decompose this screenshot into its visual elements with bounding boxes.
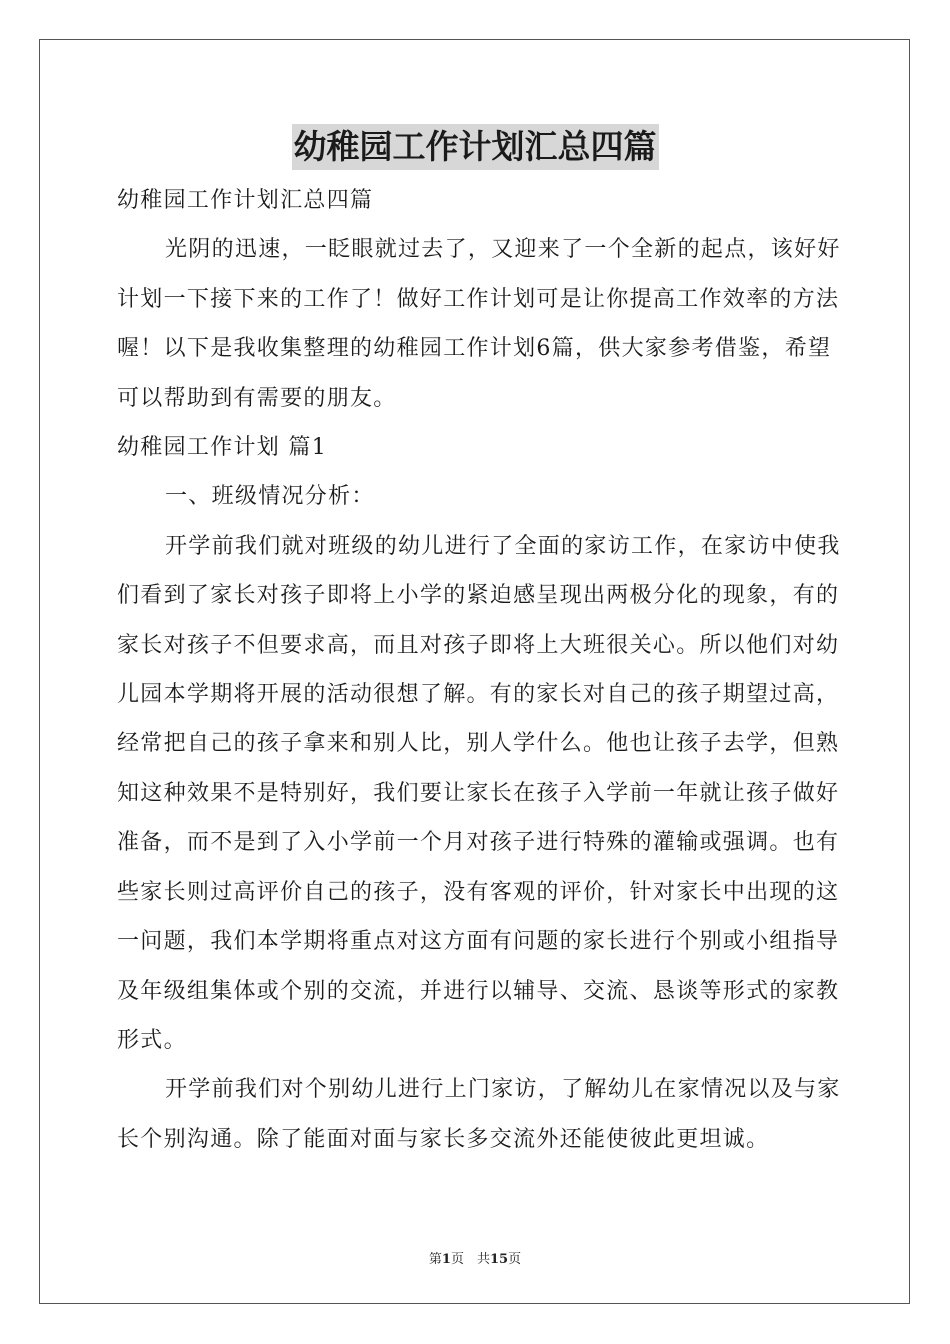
paragraph: 开学前我们对个别幼儿进行上门家访，了解幼儿在家情况以及与家长个别沟通。除了能面对面与家长多交流外还能使彼此更坦诚。 xyxy=(117,1077,841,1152)
paragraph: 光阴的迅速，一眨眼就过去了，又迎来了一个全新的起点，该好好计划一下接下来的工作了！做好工作计划可是让你提高工作效率的方法喔！以下是我收集整理的幼稚园工作计划6篇，供大家参考借鉴，希望可以帮助到有需要的朋友。 xyxy=(117,237,841,411)
subsection-heading: 一、班级情况分析： xyxy=(165,484,375,510)
title-container xyxy=(0,124,950,170)
paragraph: 幼稚园工作计划汇总四篇 xyxy=(117,188,374,213)
page-prefix: 第 xyxy=(428,1252,442,1267)
document-title: 幼稚园工作计划汇总四篇 xyxy=(292,124,659,170)
document-body xyxy=(117,176,852,1164)
page-total: 15 xyxy=(489,1252,509,1267)
page-footer xyxy=(0,1248,950,1267)
page-current: 1 xyxy=(441,1252,451,1267)
paragraph: 开学前我们就对班级的幼儿进行了全面的家访工作，在家访中使我们看到了家长对孩子即将上小学的紧迫感呈现出两极分化的现象，有的家长对孩子不但要求高，而且对孩子即将上大班很关心。所以他们对幼儿园本学期将开展的活动很想了解。有的家长对自己的孩子期望过高，经常把自己的孩子拿来和别人比，别人学什么。他也让孩子去学，但熟知这种效果不是特别好，我们要让家长在孩子入学前一年就让孩子做好准备，而不是到了入小学前一个月对孩子进行特殊的灌输或强调。也有些家长则过高评价自己的孩子，没有客观的评价，针对家长中出现的这一问题，我们本学期将重点对这方面有问题的家长进行个别或小组指导及年级组集体或个别的交流，并进行以辅导、交流、恳谈等形式的家教形式。 xyxy=(117,533,841,1053)
section-heading: 幼稚园工作计划 篇1 xyxy=(117,435,327,461)
page-mid: 页 共 xyxy=(450,1252,490,1267)
page-suffix: 页 xyxy=(508,1252,522,1267)
